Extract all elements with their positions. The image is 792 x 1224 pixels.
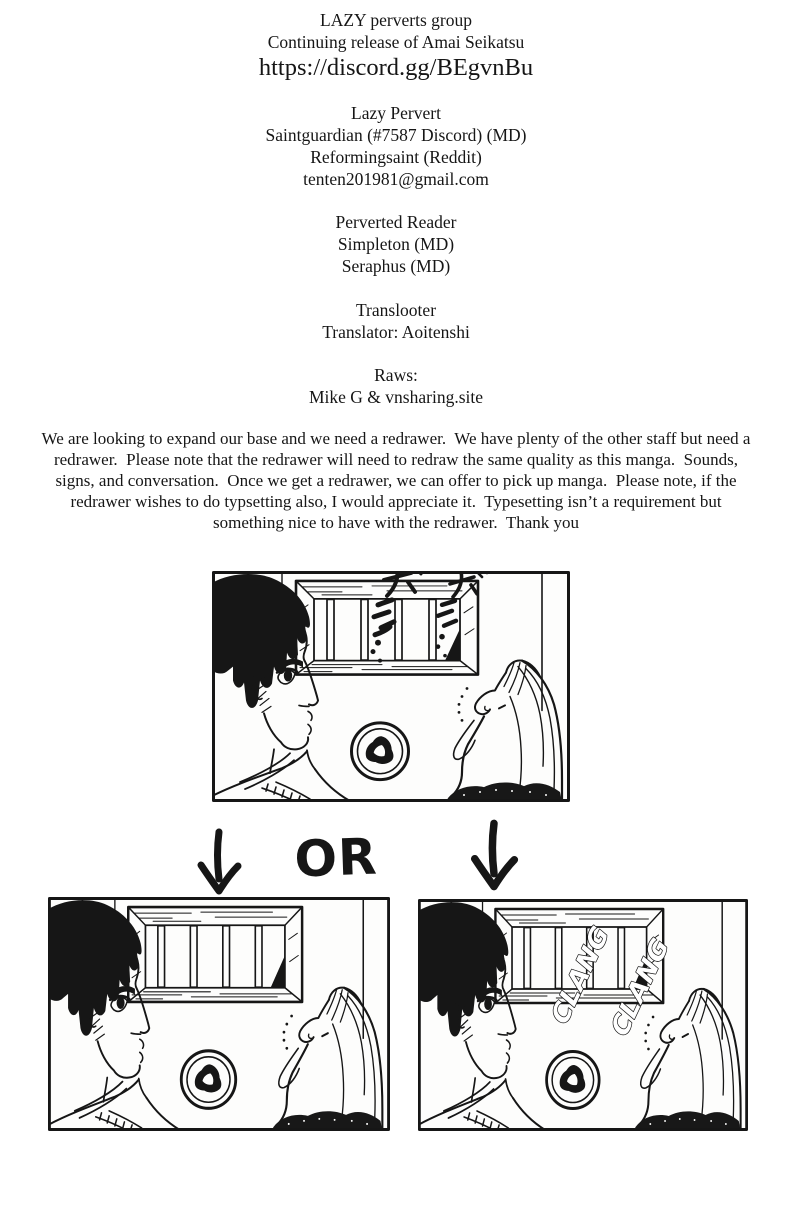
group-name: LAZY perverts group [320, 10, 472, 30]
recruitment-paragraph-line: redrawer. Please note that the redrawer will need to redraw the same quality as this manga. Sounds, [53, 450, 739, 469]
clang-sfx-text: CLANG [545, 921, 616, 1030]
recruitment-paragraph-line: We are looking to expand our base and we need a redrawer. We have plenty of the other staff but need a [41, 429, 751, 448]
recruitment-paragraph-line: signs, and conversation. Once we get a redrawer, we can offer to pick up manga. Please note, if the [55, 471, 737, 490]
credit-member: Simpleton (MD) [337, 234, 455, 254]
credit-member: Mike G & vnsharing.site [308, 387, 483, 407]
discord-url: https://discord.gg/BEgvnBu [258, 54, 534, 81]
credit-member: tenten201981@gmail.com [303, 169, 489, 189]
credit-role: Perverted Reader [335, 212, 457, 232]
or-label: OR [293, 827, 379, 889]
manga-panel-original [212, 571, 570, 802]
recruitment-paragraph-line: something nice to have with the redrawer. Thank you [212, 513, 580, 532]
credit-member: Saintguardian (#7587 Discord) (MD) [265, 125, 527, 145]
credit-role: Raws: [374, 365, 418, 385]
manga-panel-redrawn [48, 897, 390, 1131]
credit-member: Reformingsaint (Reddit) [310, 147, 482, 167]
down-arrow-icon [464, 818, 524, 892]
credit-member: Seraphus (MD) [341, 256, 451, 276]
credit-role: Translooter [355, 300, 437, 320]
manga-panel-typeset [418, 899, 748, 1131]
credit-role: Lazy Pervert [351, 103, 441, 123]
clang-sfx-text: CLANG [605, 933, 676, 1042]
series-release-line: Continuing release of Amai Seikatsu [267, 32, 525, 52]
credits-text-column [0, 9, 792, 533]
down-arrow-icon [191, 827, 247, 895]
credit-member: Translator: Aoitenshi [322, 322, 470, 342]
recruitment-paragraph-line: redrawer wishes to do typsetting also, I would appreciate it. Typesetting isn’t a requirement but [70, 492, 722, 511]
